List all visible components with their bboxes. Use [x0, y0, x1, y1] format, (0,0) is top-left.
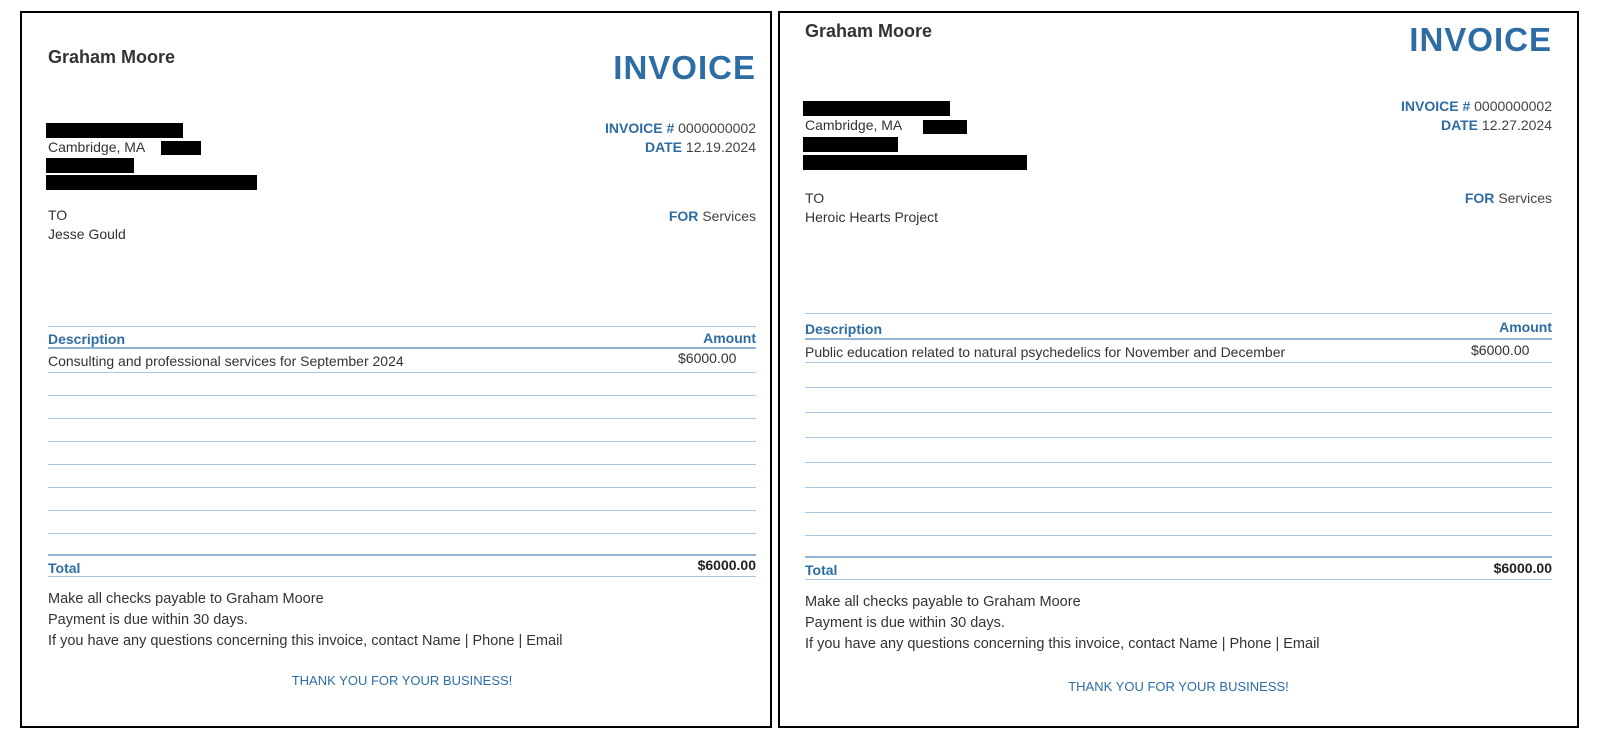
- line-item-amount: $6000.00: [678, 350, 737, 366]
- invoice-content-left: [48, 13, 756, 726]
- to-label: TO: [48, 207, 68, 223]
- table-header-rule: [805, 338, 1552, 340]
- line-item-description: Consulting and professional services for September 2024: [48, 353, 404, 369]
- footer-line-contact: If you have any questions concerning this invoice, contact Name | Phone | Email: [48, 633, 563, 649]
- invoice-number-line: [605, 119, 756, 138]
- line-item-description: Public education related to natural psychedelics for November and December: [805, 344, 1286, 360]
- table-row-rule: [805, 487, 1552, 488]
- invoice-date: 12.27.2024: [1481, 117, 1552, 133]
- for-label: FOR: [668, 208, 699, 224]
- thank-you-note: THANK YOU FOR YOUR BUSINESS!: [1068, 679, 1289, 694]
- sender-city: Cambridge, MA: [805, 117, 903, 133]
- total-label: Total: [805, 562, 838, 578]
- total-rule: [48, 554, 756, 556]
- line-item-amount: $6000.00: [1471, 342, 1530, 358]
- invoice-number-label: INVOICE #: [1400, 98, 1471, 114]
- table-row-rule: [805, 535, 1552, 536]
- total-bottom-rule: [805, 579, 1552, 580]
- invoice-date: 12.19.2024: [685, 139, 756, 155]
- sender-name: Graham Moore: [805, 21, 933, 41]
- for-line: [669, 208, 756, 224]
- invoice-number-label: INVOICE #: [604, 120, 675, 136]
- invoice-number: 0000000002: [1474, 98, 1552, 114]
- total-label: Total: [48, 560, 81, 576]
- table-row-rule: [48, 372, 756, 373]
- recipient-name: Heroic Hearts Project: [805, 209, 939, 225]
- total-bottom-rule: [48, 576, 756, 577]
- footer-line-checks: Make all checks payable to Graham Moore: [48, 591, 324, 607]
- for-label: FOR: [1464, 190, 1495, 206]
- table-rule: [48, 326, 756, 327]
- table-row-rule: [805, 462, 1552, 463]
- redacted-block: [803, 101, 950, 116]
- payment-terms: [805, 592, 1320, 655]
- to-label: TO: [805, 190, 825, 206]
- invoice-date-label: DATE: [644, 139, 683, 155]
- recipient-block: [48, 206, 126, 244]
- recipient-name: Jesse Gould: [48, 226, 126, 242]
- invoice-page-right: [778, 11, 1579, 728]
- sender-name: Graham Moore: [48, 47, 176, 67]
- redacted-block: [803, 137, 898, 152]
- for-line: [1465, 190, 1552, 206]
- table-row-rule: [805, 412, 1552, 413]
- description-header: Description: [48, 331, 126, 347]
- table-row-rule: [48, 533, 756, 534]
- footer-line-contact: If you have any questions concerning this invoice, contact Name | Phone | Email: [805, 636, 1320, 652]
- table-rule: [805, 313, 1552, 314]
- footer-line-due: Payment is due within 30 days.: [48, 612, 248, 628]
- table-row-rule: [805, 512, 1552, 513]
- table-row-rule: [805, 437, 1552, 438]
- table-row-rule: [48, 441, 756, 442]
- total-amount: $6000.00: [1493, 560, 1552, 576]
- total-amount: $6000.00: [697, 557, 756, 573]
- invoice-page-left: [20, 11, 772, 728]
- invoice-title: INVOICE: [1409, 21, 1552, 58]
- table-row-rule: [48, 464, 756, 465]
- footer-line-due: Payment is due within 30 days.: [805, 615, 1005, 631]
- redacted-block: [923, 120, 967, 134]
- invoice-title: INVOICE: [613, 49, 756, 86]
- payment-terms: [48, 589, 563, 652]
- invoice-number-line: [1401, 97, 1552, 116]
- table-row-rule: [48, 510, 756, 511]
- for-value: Services: [702, 208, 756, 224]
- table-row-rule: [48, 418, 756, 419]
- redacted-block: [46, 175, 257, 190]
- invoice-number: 0000000002: [678, 120, 756, 136]
- invoice-meta: [605, 119, 756, 157]
- invoice-content-right: [805, 13, 1552, 726]
- recipient-block: [805, 189, 938, 227]
- table-row-rule: [48, 395, 756, 396]
- table-row-rule: [805, 387, 1552, 388]
- thank-you-note: THANK YOU FOR YOUR BUSINESS!: [291, 673, 513, 688]
- for-value: Services: [1498, 190, 1552, 206]
- invoice-date-line: [605, 138, 756, 157]
- amount-header: Amount: [1499, 319, 1552, 335]
- redacted-block: [161, 141, 201, 155]
- description-header: Description: [805, 321, 883, 337]
- table-row-rule: [48, 487, 756, 488]
- redacted-block: [46, 158, 134, 173]
- invoice-date-line: [1401, 116, 1552, 135]
- sender-city: Cambridge, MA: [48, 139, 146, 155]
- redacted-block: [46, 123, 183, 138]
- footer-line-checks: Make all checks payable to Graham Moore: [805, 594, 1081, 610]
- invoice-meta: [1401, 97, 1552, 135]
- table-header-rule: [48, 347, 756, 349]
- invoice-date-label: DATE: [1440, 117, 1479, 133]
- total-rule: [805, 556, 1552, 558]
- redacted-block: [803, 155, 1027, 170]
- table-row-rule: [805, 362, 1552, 363]
- amount-header: Amount: [703, 330, 756, 346]
